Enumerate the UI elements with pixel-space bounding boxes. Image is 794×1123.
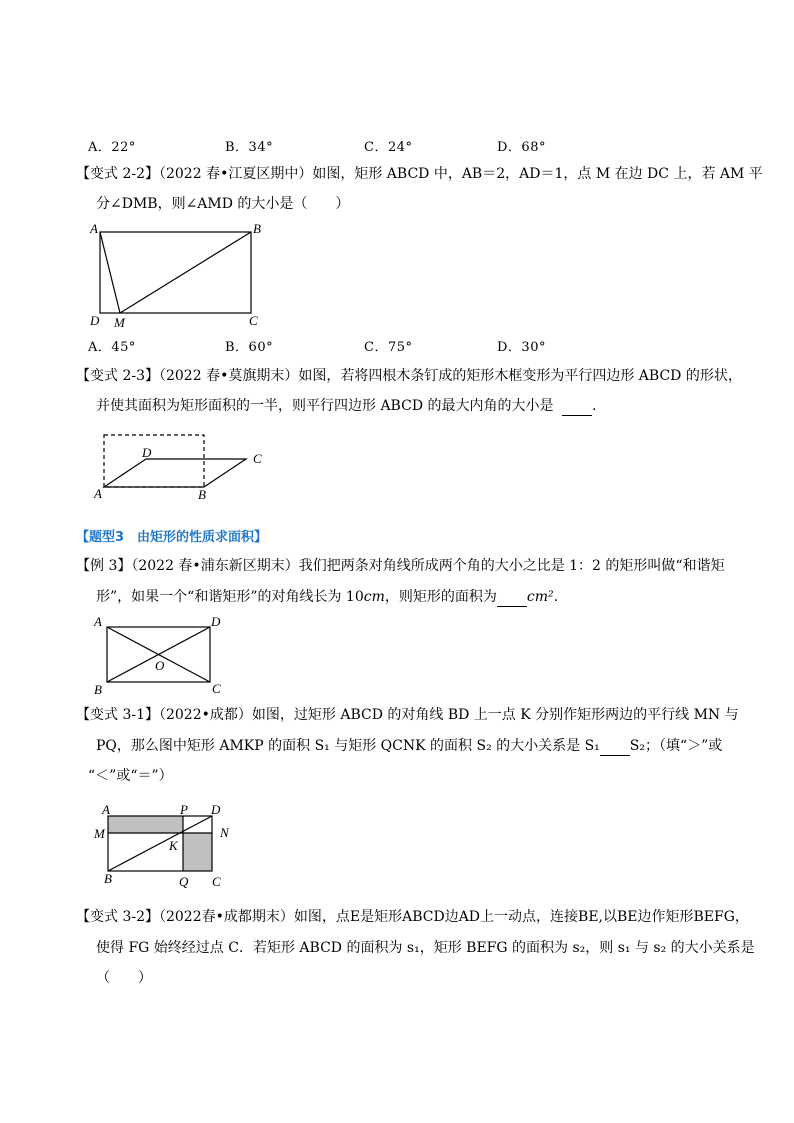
- v31-shaded-amkp: [108, 816, 183, 833]
- v22-line1: 【变式 2-2】（2022 春•江夏区期中）如图，矩形 ABCD 中，AB＝2，AD＝1，点 M 在边 DC 上，若 AM 平: [76, 166, 763, 182]
- option-d: D．68°: [497, 140, 546, 155]
- v31-point-d: D: [211, 802, 221, 817]
- v22-option-a: A．45°: [88, 340, 136, 355]
- option-c: C．24°: [364, 140, 413, 155]
- v32-line1: 【变式 3-2】（2022春•成都期末）如图，点E是矩形ABCD边AD上一动点，连接BE,以BE边作矩形BEFG，: [76, 909, 749, 925]
- v31-point-c: C: [212, 874, 221, 889]
- v22-option-b: B．60°: [225, 340, 274, 355]
- v23-point-a: A: [94, 486, 102, 501]
- v31-point-n: N: [220, 825, 229, 840]
- v31-line3: “＜”或“＝”）: [88, 768, 173, 784]
- v31-point-p: P: [180, 802, 188, 817]
- v22-line2: 分∠DMB，则∠AMD 的大小是（ ）: [96, 196, 350, 212]
- v31-line1: 【变式 3-1】（2022•成都）如图，过矩形 ABCD 的对角线 BD 上一点 K 分别作矩形两边的平行线 MN 与: [76, 707, 739, 723]
- v23-line1: 【变式 2-3】（2022 春•莫旗期末）如图，若将四根木条钉成的矩形木框变形为平行四边形 ABCD 的形状，: [76, 368, 742, 384]
- v31-point-b: B: [104, 871, 112, 886]
- ex3-unit: cm²: [526, 589, 554, 605]
- option-b: B．34°: [225, 140, 274, 155]
- ex3-point-d: D: [211, 614, 221, 629]
- v23-line2-text: 并使其面积为矩形面积的一半，则平行四边形 ABCD 的最大内角的大小是: [96, 398, 554, 414]
- ex3-point-a: A: [94, 614, 102, 629]
- v31-point-q: Q: [179, 874, 189, 889]
- v22-option-c: C．75°: [364, 340, 413, 355]
- ex3-line2b: ，则矩形的面积为: [384, 589, 497, 605]
- v22-point-b: B: [253, 221, 261, 236]
- ex3-point-o: O: [155, 658, 165, 673]
- section-title: 【题型3 由矩形的性质求面积】: [76, 530, 268, 545]
- v31-line2a: PQ，那么图中矩形 AMKP 的面积 S₁ 与矩形 QCNK 的面积 S₂ 的大小关系是 S₁: [96, 738, 600, 754]
- ex3-line1: 【例 3】（2022 春•浦东新区期末）我们把两条对角线所成两个角的大小之比是 1：2 的矩形叫做“和谐矩: [76, 558, 725, 574]
- v22-point-a: A: [90, 221, 98, 236]
- v23-point-c: C: [253, 451, 262, 466]
- v32-line3: （ ）: [96, 970, 152, 986]
- ex3-line2-end: .: [553, 589, 559, 605]
- option-a: A．22°: [88, 140, 136, 155]
- v22-point-c: C: [249, 313, 258, 328]
- v31-point-k: K: [169, 838, 178, 853]
- v31-point-a: A: [102, 802, 110, 817]
- v23-line2-end: .: [591, 398, 597, 414]
- v23-point-d: D: [142, 445, 152, 460]
- v31-point-m: M: [94, 826, 105, 841]
- v31-shaded-qcnk: [183, 833, 212, 871]
- ex3-point-c: C: [212, 681, 221, 696]
- v22-option-d: D．30°: [497, 340, 546, 355]
- ex3-cm: cm: [363, 589, 385, 605]
- v22-point-m: M: [114, 315, 125, 330]
- ex3-point-b: B: [94, 682, 102, 697]
- ex3-line2a: 形”，如果一个“和谐矩形”的对角线长为 10: [96, 589, 364, 605]
- v31-line2b: S₂；（填“＞”或: [629, 738, 723, 754]
- v32-line2: 使得 FG 始终经过点 C．若矩形 ABCD 的面积为 s₁，矩形 BEFG 的面积为 s₂，则 s₁ 与 s₂ 的大小关系是: [96, 940, 755, 956]
- v22-point-d: D: [90, 313, 100, 328]
- v23-point-b: B: [198, 487, 206, 502]
